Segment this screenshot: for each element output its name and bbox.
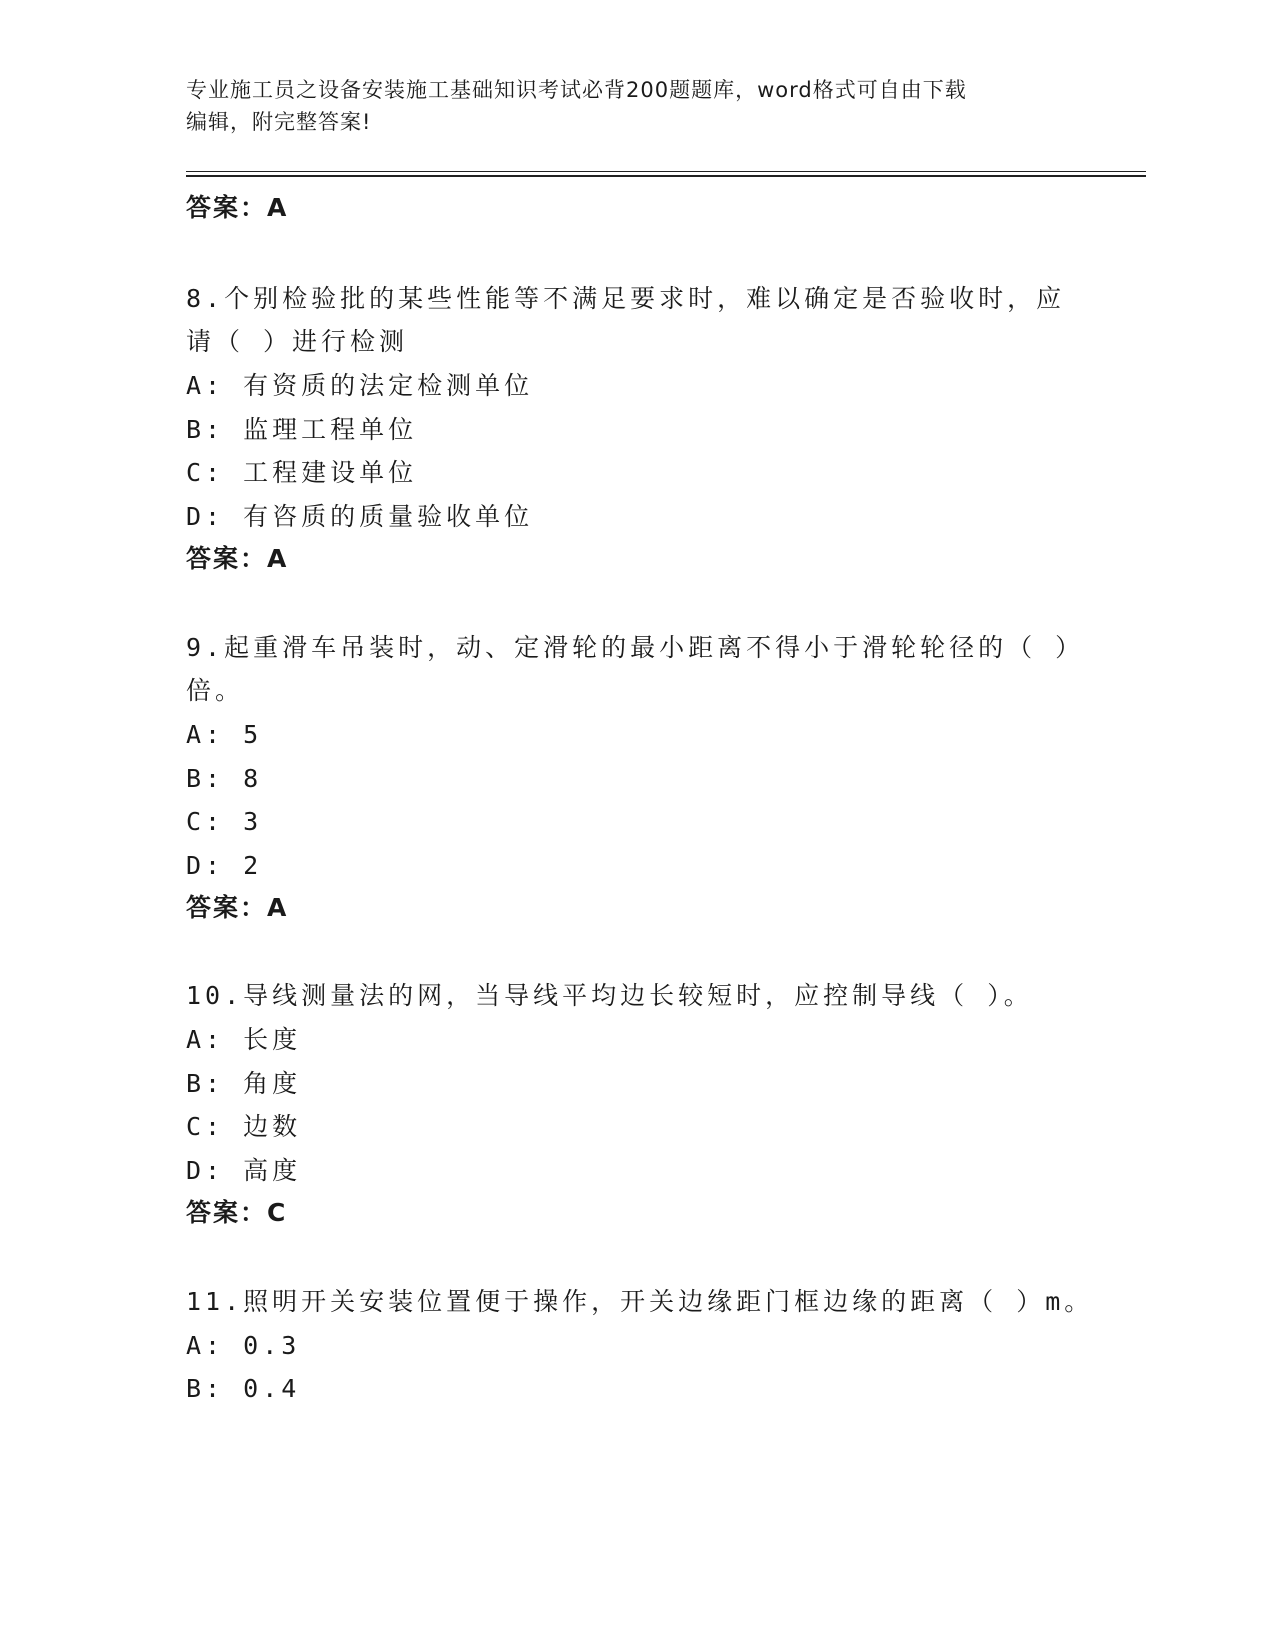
question-8-option-d: D: 有咨质的质量验收单位 [186,502,534,531]
question-9-option-d: D: 2 [186,851,263,880]
question-9-answer: 答案：A [186,893,289,922]
question-9-option-b: B: 8 [186,764,263,793]
question-9-option-c: C: 3 [186,807,263,836]
previous-answer: 答案：A [186,193,289,222]
question-10-stem: 10.导线测量法的网，当导线平均边长较短时，应控制导线（ ）。 [186,981,1033,1010]
document-header [186,74,1066,138]
question-9-stem-line-1: 9.起重滑车吊装时，动、定滑轮的最小距离不得小于滑轮轮径的（ ） [186,633,1085,662]
question-10-option-a: A: 长度 [186,1025,302,1054]
question-9-option-a: A: 5 [186,720,263,749]
question-10-answer: 答案：C [186,1198,288,1227]
header-divider-thin [186,171,1146,172]
question-11-option-b: B: 0.4 [186,1374,301,1403]
question-8-option-a: A: 有资质的法定检测单位 [186,371,534,400]
question-8-answer: 答案：A [186,544,289,573]
question-9-stem-line-2: 倍。 [186,676,245,705]
header-divider-thick [186,175,1146,177]
question-10-option-c: C: 边数 [186,1112,302,1141]
question-10-option-b: B: 角度 [186,1069,302,1098]
header-line-1: 专业施工员之设备安装施工基础知识考试必背200题题库，word格式可自由下载 [186,78,967,102]
question-10-option-d: D: 高度 [186,1156,302,1185]
header-line-2: 编辑，附完整答案! [186,110,372,134]
question-8-option-b: B: 监理工程单位 [186,415,418,444]
question-8-option-c: C: 工程建设单位 [186,458,418,487]
question-11-stem: 11.照明开关安装位置便于操作，开关边缘距门框边缘的距离（ ）m。 [186,1287,1094,1316]
question-8-stem-line-1: 8.个别检验批的某些性能等不满足要求时，难以确定是否验收时，应 [186,284,1066,313]
question-11-option-a: A: 0.3 [186,1331,301,1360]
question-8-stem-line-2: 请（ ）进行检测 [186,327,409,356]
